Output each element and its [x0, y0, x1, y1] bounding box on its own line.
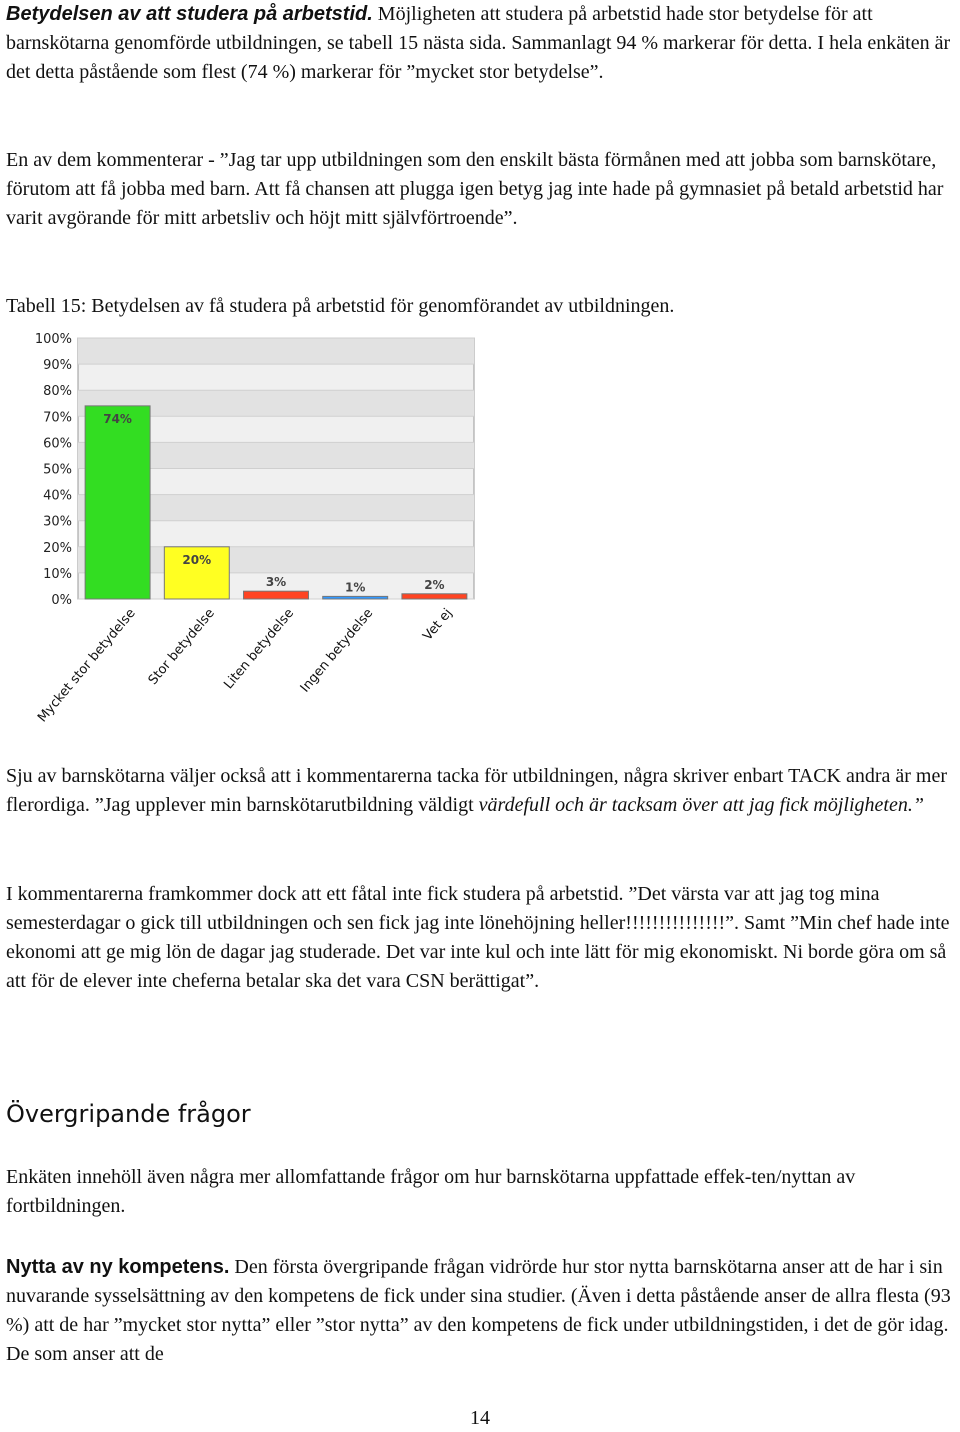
y-tick-label: 60% — [43, 436, 72, 452]
bar-value-label: 20% — [182, 552, 212, 567]
x-tick-label: Ingen betydelse — [297, 605, 377, 696]
bar — [244, 591, 309, 599]
y-tick-label: 40% — [43, 488, 72, 504]
paragraph-text: Enkäten innehöll även några mer allomfattande frågor om hur barnskötarna uppfattade effek-ten/nyttan av fortbildningen. — [6, 1166, 856, 1217]
x-axis-labels — [35, 606, 455, 725]
paragraph-thanks — [6, 762, 956, 820]
paragraph-text: I kommentarerna framkommer dock att ett fåtal inte fick studera på arbetstid. ”Det värsta var att jag tog mina semesterdagar o gick till utbildningen och sen fick jag inte lönehöjning heller!!!!!!!!!!!!!!!”. Samt ”Min chef hade inte ekonomi att ge mig lön de dagar jag studerade. Det var inte kul och inte lätt för mig ekonomiskt. Ni borde göra om så att för de elever inte cheferna betalar ska det vara CSN berättigat”. — [6, 883, 950, 992]
y-tick-label: 10% — [43, 566, 72, 582]
paragraph-study-on-worktime — [6, 0, 956, 87]
paragraph-survey-intro — [6, 1163, 956, 1221]
y-tick-label: 100% — [34, 332, 72, 347]
y-tick-label: 70% — [43, 410, 72, 426]
paragraph-text: Den första övergripande frågan vidrörde hur stor nytta barnskötarna anser att de har i sin nuvarande sysselsättning av den kompetens de fick under sina studier. (Även i detta påstående anser de allra flesta (93 %) att de har ”mycket stor nytta” eller ”stor nytta” av den kompetens de fick under utbildningstiden, i det de gör idag. De som anser att de — [6, 1256, 951, 1365]
paragraph-comment-quote — [6, 146, 956, 233]
x-tick-label: Liten betydelse — [221, 605, 298, 693]
paragraph-text: Sju av barnskötarna väljer också att i kommentarerna tacka för utbildningen, några skriver enbart TACK andra är mer flerordiga. ”Jag upplever min barnskötarutbildning väldigt — [6, 765, 948, 816]
y-tick-label: 30% — [43, 514, 72, 530]
x-tick-label-group — [221, 606, 297, 692]
y-tick-label: 50% — [43, 462, 72, 478]
y-tick-label: 80% — [43, 384, 72, 400]
bar-chart — [0, 328, 480, 728]
x-tick-label: Stor betydelse — [145, 605, 218, 688]
x-tick-label-group — [35, 606, 139, 725]
bar — [402, 594, 467, 599]
bar-value-label: 74% — [103, 411, 132, 426]
y-tick-label: 90% — [43, 358, 72, 374]
x-tick-label: Vet ej — [420, 605, 456, 644]
table-caption: Tabell 15: Betydelsen av få studera på arbetstid för genomförandet av utbildningen. — [6, 295, 675, 317]
bar-value-label: 3% — [265, 575, 287, 590]
y-axis-ticks — [35, 332, 72, 608]
x-tick-label-group — [146, 606, 218, 688]
x-tick-label-group — [298, 606, 377, 696]
section-heading: Övergripande frågor — [6, 1100, 251, 1128]
bar-value-label: 2% — [424, 577, 445, 592]
paragraph-lead: Betydelsen av att studera på arbetstid. — [6, 3, 373, 25]
y-tick-label: 20% — [43, 540, 72, 556]
paragraph-lead: Nytta av ny kompetens. — [6, 1256, 230, 1278]
bar — [323, 596, 388, 599]
page-number: 14 — [470, 1407, 490, 1429]
paragraph-not-on-worktime — [6, 880, 956, 996]
bar-value-label: 1% — [345, 580, 366, 595]
paragraph-new-competence — [6, 1253, 956, 1369]
paragraph-text: Möjligheten att studera på arbetstid hade stor betydelse för att barnskötarna genomförde utbildningen, se tabell 15 nästa sida. Sammanlagt 94 % markerar för detta. I hela enkäten är det detta påstående som flest (74 %) markerar för ”mycket stor betydelse”. — [6, 3, 951, 83]
paragraph-italic-quote: värdefull och är tacksam över att jag fick möjligheten.” — [478, 794, 924, 816]
grid-band — [78, 338, 474, 364]
bar — [85, 406, 150, 599]
paragraph-text: En av dem kommenterar - ”Jag tar upp utbildningen som den enskilt bästa förmånen med att jobba som barnskötare, förutom att få jobba med barn. Att få chansen att plugga igen betyg jag inte hade på gymnasiet på betald arbetstid har varit avgörande för mitt arbetsliv och höjt mitt självförtroende”. — [6, 149, 944, 229]
y-tick-label: 0% — [51, 593, 72, 608]
x-tick-label-group — [420, 606, 455, 644]
x-tick-label: Mycket stor betydelse — [35, 605, 139, 726]
